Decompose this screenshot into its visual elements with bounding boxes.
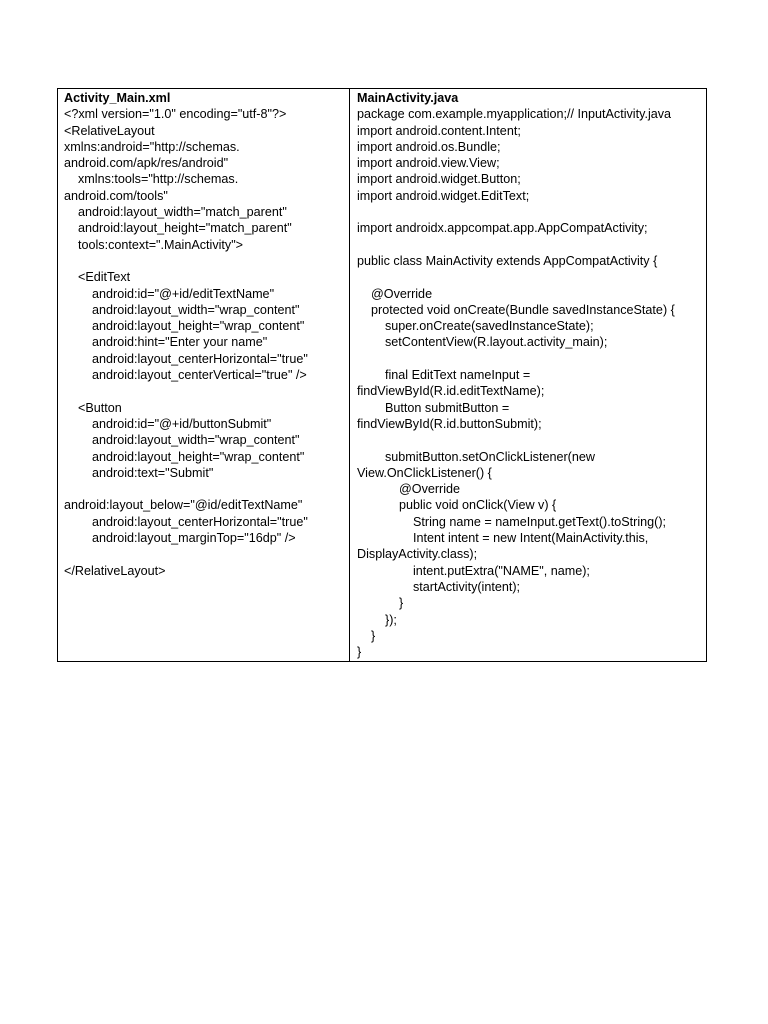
code-line: } (357, 596, 404, 611)
code-line: DisplayActivity.class); (357, 547, 478, 562)
code-line: <?xml version="1.0" encoding="utf-8"?> (64, 107, 287, 122)
code-line (357, 432, 706, 448)
code-line: import android.widget.EditText; (357, 188, 530, 203)
code-line: String name = nameInput.getText().toString(); (357, 514, 667, 529)
code-line: import android.os.Bundle; (357, 139, 501, 154)
java-file-title: MainActivity.java (357, 91, 459, 105)
code-line: android.com/apk/res/android" (64, 156, 229, 171)
code-line: android:layout_height="wrap_content" (64, 449, 305, 464)
code-line (64, 383, 349, 399)
code-line: Intent intent = new Intent(MainActivity.this, (357, 531, 649, 546)
code-line: android.com/tools" (64, 188, 168, 203)
xml-cell-content (58, 89, 349, 579)
code-line: <RelativeLayout (64, 123, 155, 138)
xml-code-block (64, 106, 349, 579)
code-line: <Button (64, 400, 122, 415)
code-line: @Override (357, 286, 433, 301)
code-line: android:layout_centerHorizontal="true" (64, 351, 308, 366)
code-line: android:layout_centerVertical="true" /> (64, 368, 307, 383)
code-line: android:layout_below="@id/editTextName" (64, 498, 303, 513)
code-line: import android.content.Intent; (357, 123, 521, 138)
code-line: android:id="@+id/editTextName" (64, 286, 275, 301)
code-line (64, 253, 349, 269)
java-code-block (357, 106, 706, 660)
code-line: @Override (357, 482, 461, 497)
code-line (357, 269, 706, 285)
code-line: startActivity(intent); (357, 579, 521, 594)
xml-file-title: Activity_Main.xml (64, 91, 171, 105)
code-line: package com.example.myapplication;// InputActivity.java (357, 107, 672, 122)
code-line (357, 237, 706, 253)
code-line: public void onClick(View v) { (357, 498, 557, 513)
code-line: android:id="@+id/buttonSubmit" (64, 416, 272, 431)
code-line: submitButton.setOnClickListener(new (357, 449, 595, 464)
code-line: </RelativeLayout> (64, 563, 166, 578)
code-line: } (357, 628, 376, 643)
code-line (64, 481, 349, 497)
code-line: android:layout_marginTop="16dp" /> (64, 531, 296, 546)
code-line: android:layout_centerHorizontal="true" (64, 514, 308, 529)
code-line: android:layout_width="wrap_content" (64, 302, 300, 317)
code-line: public class MainActivity extends AppCompatActivity { (357, 253, 658, 268)
code-line: android:layout_width="match_parent" (64, 205, 287, 220)
code-line: View.OnClickListener() { (357, 465, 492, 480)
code-line: Button submitButton = (357, 400, 510, 415)
code-line (357, 204, 706, 220)
code-line: <EditText (64, 270, 131, 285)
code-line: android:layout_height="match_parent" (64, 221, 292, 236)
code-line: android:layout_width="wrap_content" (64, 433, 300, 448)
code-line: android:text="Submit" (64, 465, 214, 480)
code-line: android:layout_height="wrap_content" (64, 319, 305, 334)
code-line: xmlns:tools="http://schemas. (64, 172, 239, 187)
code-line: import androidx.appcompat.app.AppCompatActivity; (357, 221, 648, 236)
code-line: intent.putExtra("NAME", name); (357, 563, 590, 578)
code-line: final EditText nameInput = (357, 368, 531, 383)
java-cell-content (350, 89, 706, 660)
code-line: findViewById(R.id.editTextName); (357, 384, 545, 399)
code-line: } (357, 645, 362, 660)
code-line (64, 546, 349, 562)
code-line: xmlns:android="http://schemas. (64, 139, 240, 154)
java-cell (350, 89, 707, 662)
code-line: tools:context=".MainActivity"> (64, 237, 244, 252)
code-line: findViewById(R.id.buttonSubmit); (357, 416, 542, 431)
code-line: super.onCreate(savedInstanceState); (357, 319, 594, 334)
table-row (58, 89, 707, 662)
code-line: setContentView(R.layout.activity_main); (357, 335, 608, 350)
code-line (357, 351, 706, 367)
code-comparison-table (57, 88, 707, 662)
code-line: import android.view.View; (357, 156, 500, 171)
code-line: }); (357, 612, 397, 627)
code-line: android:hint="Enter your name" (64, 335, 268, 350)
code-line: protected void onCreate(Bundle savedInstanceState) { (357, 302, 675, 317)
xml-cell (58, 89, 350, 662)
code-line: import android.widget.Button; (357, 172, 521, 187)
